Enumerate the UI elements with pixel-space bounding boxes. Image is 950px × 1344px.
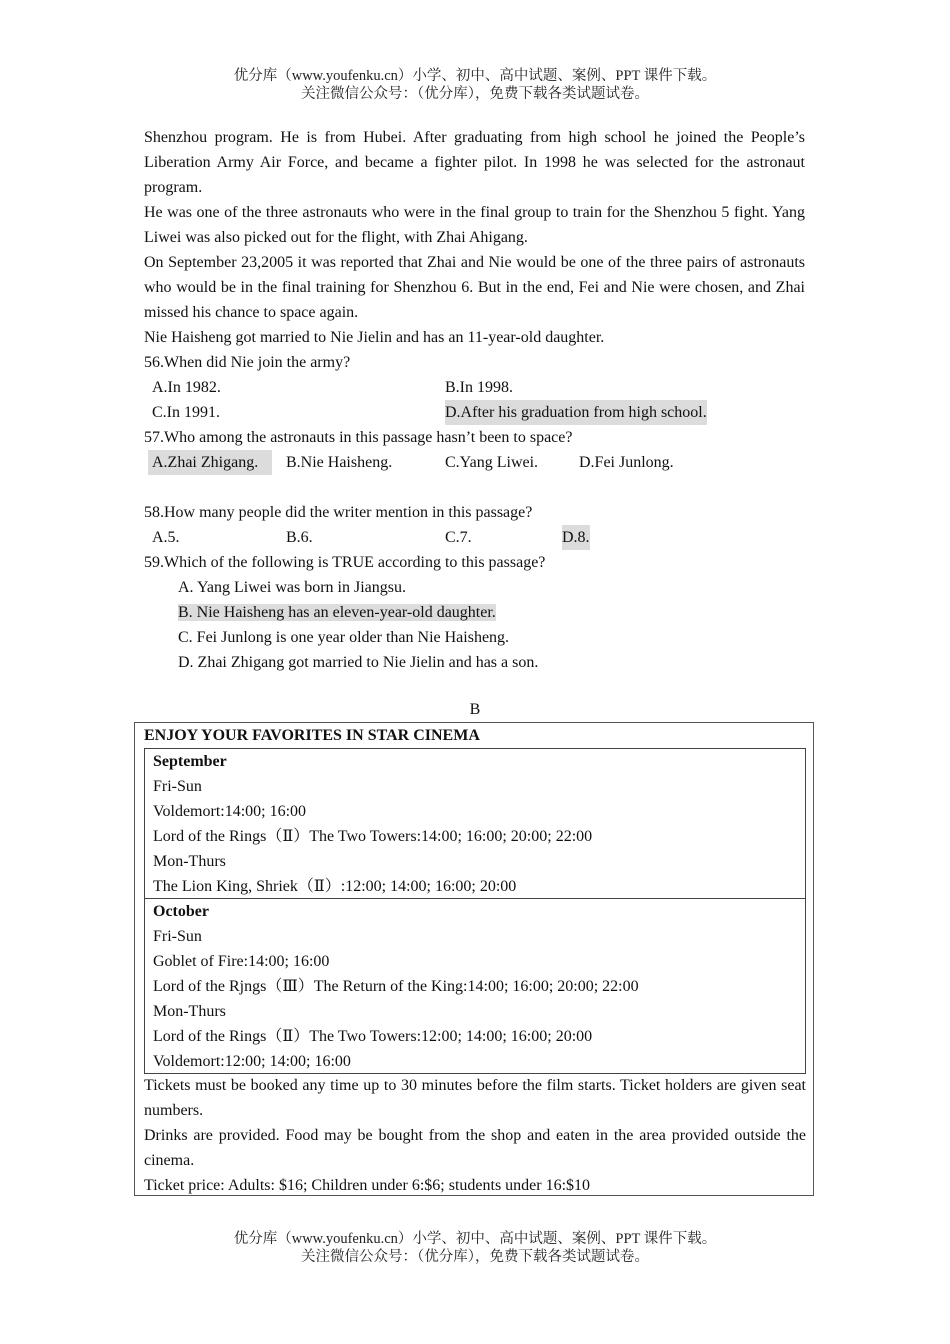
ticket-price-note: Ticket price: Adults: $16; Children under 6:$6; students under 16:$10 (144, 1177, 591, 1194)
q58-option-c: C.7. (445, 529, 472, 546)
q56-option-b: B.In 1998. (445, 379, 513, 396)
footer-line-1: 优分库（www.youfenku.cn）小学、初中、高中试题、案例、PPT 课件下载。 (233, 1231, 717, 1247)
q57-option-c: C.Yang Liwei. (445, 454, 539, 471)
october-line: Mon-Thurs (153, 1003, 226, 1020)
q56-option-d-highlighted: D.After his graduation from high school. (445, 400, 707, 425)
september-line: Mon-Thurs (153, 853, 226, 870)
q59-option-d-text: D. Zhai Zhigang got married to Nie Jielin and has a son. (178, 654, 539, 671)
question-57-stem: 57.Who among the astronauts in this passage hasn’t been to space? (144, 429, 573, 446)
october-heading: October (153, 903, 209, 920)
october-line: Lord of the Rjngs（Ⅲ）The Return of the King:14:00; 16:00; 20:00; 22:00 (153, 978, 639, 995)
ticket-booking-note: Tickets must be booked any time up to 30 minutes before the film starts. Ticket holders are given seat numbers. (144, 1077, 806, 1119)
question-56-options-row-2 (144, 400, 805, 425)
september-heading: September (153, 753, 227, 770)
october-line: Fri-Sun (153, 928, 202, 945)
q57-option-a-highlighted: A.Zhai Zhigang. (148, 450, 272, 475)
blank-line (144, 475, 805, 500)
october-line: Lord of the Rings（Ⅱ）The Two Towers:12:00; 14:00; 16:00; 20:00 (153, 1028, 593, 1045)
q57-option-b: B.Nie Haisheng. (286, 454, 393, 471)
q59-option-c (144, 625, 805, 650)
question-57-options (144, 450, 805, 475)
september-schedule (144, 748, 806, 899)
october-schedule (144, 898, 806, 1074)
footer-line-2: 关注微信公众号：（优分库），免费下载各类试题试卷。 (301, 1249, 649, 1265)
passage-a (144, 125, 805, 675)
passage-paragraph-1: Shenzhou program. He is from Hubei. After graduating from high school he joined the People’s Liberation Army Air Force, and became a fighter pilot. In 1998 he was selected for the astronaut program. (144, 129, 805, 196)
q58-option-d-highlighted: D.8. (562, 525, 590, 550)
page-footer (0, 1230, 950, 1266)
page-header (0, 67, 950, 103)
october-line: Voldemort:12:00; 14:00; 16:00 (153, 1053, 351, 1070)
passage-paragraph-2: He was one of the three astronauts who were in the final group to train for the Shenzhou 5 fight. Yang Liwei was also picked out for the flight, with Zhai Ahigang. (144, 204, 805, 246)
q59-option-d (144, 650, 805, 675)
cinema-notes (144, 1073, 806, 1198)
september-line: Fri-Sun (153, 778, 202, 795)
q59-option-a (144, 575, 805, 600)
food-drinks-note: Drinks are provided. Food may be bought from the shop and eaten in the area provided outside the cinema. (144, 1127, 806, 1169)
q57-option-d: D.Fei Junlong. (579, 454, 674, 471)
q58-option-a: A.5. (152, 529, 180, 546)
q56-option-a: A.In 1982. (152, 379, 221, 396)
question-56-stem: 56.When did Nie join the army? (144, 354, 351, 371)
question-58-options (144, 525, 805, 550)
header-line-1: 优分库（www.youfenku.cn）小学、初中、高中试题、案例、PPT 课件下载。 (233, 68, 717, 84)
september-line: Lord of the Rings（Ⅱ）The Two Towers:14:00; 16:00; 20:00; 22:00 (153, 828, 593, 845)
q59-option-a-text: A. Yang Liwei was born in Jiangsu. (178, 579, 406, 596)
october-line: Goblet of Fire:14:00; 16:00 (153, 953, 330, 970)
september-line: The Lion King, Shriek（Ⅱ）:12:00; 14:00; 16:00; 20:00 (153, 878, 517, 895)
passage-paragraph-4: Nie Haisheng got married to Nie Jielin and has an 11-year-old daughter. (144, 329, 605, 346)
q59-option-c-text: C. Fei Junlong is one year older than Nie Haisheng. (178, 629, 510, 646)
header-line-2: 关注微信公众号：（优分库），免费下载各类试题试卷。 (301, 86, 649, 102)
question-58-stem: 58.How many people did the writer mention in this passage? (144, 504, 533, 521)
passage-paragraph-3: On September 23,2005 it was reported that Zhai and Nie would be one of the three pairs of astronauts who would be in the final training for Shenzhou 6. But in the end, Fei and Nie were chosen, and Zhai missed his chance to space again. (144, 254, 805, 321)
q56-option-c: C.In 1991. (152, 404, 220, 421)
section-b-label: B (469, 701, 481, 718)
cinema-title: ENJOY YOUR FAVORITES IN STAR CINEMA (144, 727, 480, 744)
september-line: Voldemort:14:00; 16:00 (153, 803, 307, 820)
q59-option-b (144, 600, 805, 625)
question-59-stem: 59.Which of the following is TRUE according to this passage? (144, 554, 546, 571)
question-56-options-row-1 (144, 375, 805, 400)
q59-option-b-highlighted: B. Nie Haisheng has an eleven-year-old daughter. (178, 604, 496, 621)
cinema-schedule-box (134, 722, 814, 1196)
q58-option-b: B.6. (286, 529, 313, 546)
